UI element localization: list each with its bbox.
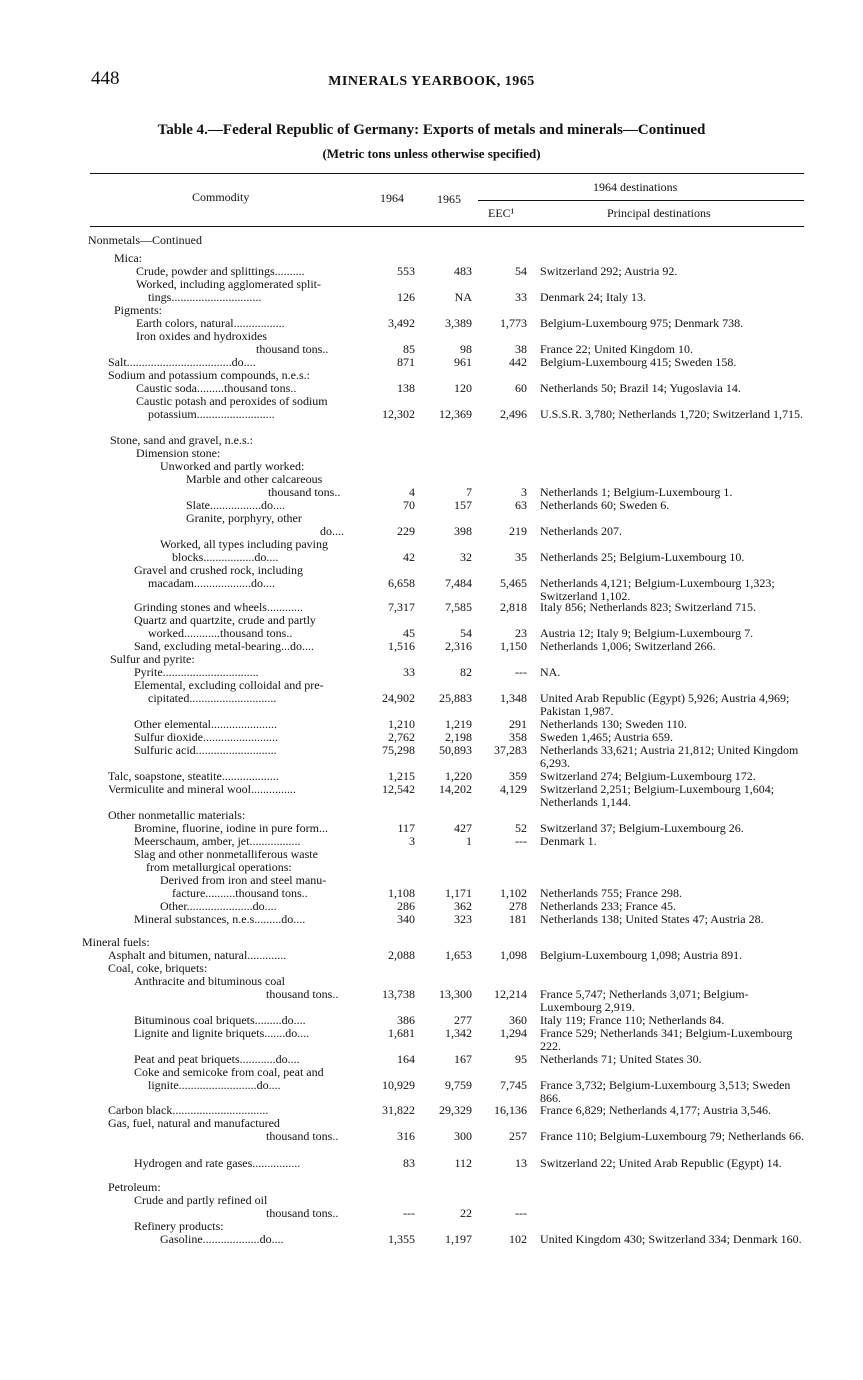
row-1964-value: 138 xyxy=(397,381,415,395)
row-eec-value: 16,136 xyxy=(494,1103,527,1117)
row-1964-value: 31,822 xyxy=(382,1103,415,1117)
row-eec-value: 358 xyxy=(509,730,527,744)
row-principal-destinations: Netherlands 71; United States 30. xyxy=(540,1052,702,1066)
row-1965-value: 7,585 xyxy=(445,600,472,614)
row-1964-value: 386 xyxy=(397,1013,415,1027)
row-1964-value: 10,929 xyxy=(382,1078,415,1092)
row-commodity: Worked, including agglomerated split- xyxy=(136,278,321,291)
row-commodity: Salt...................................do.... xyxy=(108,356,256,369)
row-1964-value: 13,738 xyxy=(382,987,415,1001)
row-1964-value: 126 xyxy=(397,290,415,304)
row-1965-value: 300 xyxy=(454,1129,472,1143)
row-commodity: thousand tons.. xyxy=(268,486,341,499)
row-eec-value: 5,465 xyxy=(500,576,527,590)
row-1964-value: 286 xyxy=(397,899,415,913)
row-commodity: worked............thousand tons.. xyxy=(148,627,293,640)
row-1965-value: 961 xyxy=(454,355,472,369)
row-1965-value: NA xyxy=(454,290,472,304)
row-commodity: Hydrogen and rate gases................ xyxy=(134,1157,301,1170)
row-principal-destinations: Switzerland 274; Belgium-Luxembourg 172. xyxy=(540,769,756,783)
row-eec-value: 1,150 xyxy=(500,639,527,653)
row-1964-value: 2,088 xyxy=(388,948,415,962)
row-eec-value: 3 xyxy=(521,485,527,499)
row-commodity: potassium.......................... xyxy=(148,408,275,421)
row-1964-value: 229 xyxy=(397,524,415,538)
row-principal-destinations: Netherlands 50; Brazil 14; Yugoslavia 14. xyxy=(540,381,741,395)
col-1965: 1965 xyxy=(437,192,461,206)
header-bottom-rule xyxy=(90,226,804,227)
row-eec-value: 181 xyxy=(509,912,527,926)
row-commodity: blocks.................do.... xyxy=(172,551,279,564)
row-1964-value: 33 xyxy=(403,665,415,679)
row-1964-value: 1,681 xyxy=(388,1026,415,1040)
row-principal-destinations: U.S.S.R. 3,780; Netherlands 1,720; Switzerland 1,715. xyxy=(540,407,803,421)
row-1965-value: 25,883 xyxy=(439,691,472,705)
row-principal-destinations: United Arab Republic (Egypt) 5,926; Austria 4,969; Pakistan 1,987. xyxy=(540,691,790,718)
row-commodity: Nonmetals—Continued xyxy=(88,234,202,247)
row-principal-destinations: Switzerland 37; Belgium-Luxembourg 26. xyxy=(540,821,744,835)
row-1964-value: 316 xyxy=(397,1129,415,1143)
row-eec-value: 102 xyxy=(509,1232,527,1246)
row-commodity: Sand, excluding metal-bearing...do.... xyxy=(134,640,314,653)
row-eec-value: 63 xyxy=(515,498,527,512)
row-1965-value: 398 xyxy=(454,524,472,538)
row-1965-value: 1,653 xyxy=(445,948,472,962)
row-commodity: Carbon black................................ xyxy=(108,1104,269,1117)
row-commodity: Vermiculite and mineral wool............... xyxy=(108,783,296,796)
row-1965-value: 7 xyxy=(466,485,472,499)
row-eec-value: 13 xyxy=(515,1156,527,1170)
row-1964-value: 117 xyxy=(397,821,415,835)
row-commodity: from metallurgical operations: xyxy=(146,861,292,874)
row-eec-value: 2,818 xyxy=(500,600,527,614)
row-commodity: Worked, all types including paving xyxy=(160,538,328,551)
row-eec-value: 219 xyxy=(509,524,527,538)
row-1964-value: 42 xyxy=(403,550,415,564)
row-eec-value: 35 xyxy=(515,550,527,564)
row-commodity: Mica: xyxy=(114,252,142,265)
row-commodity: Derived from iron and steel manu- xyxy=(160,874,327,887)
header-top-rule xyxy=(90,173,804,174)
row-1965-value: 277 xyxy=(454,1013,472,1027)
row-principal-destinations: Belgium-Luxembourg 415; Sweden 158. xyxy=(540,355,737,369)
row-1965-value: 98 xyxy=(460,342,472,356)
row-1964-value: 553 xyxy=(397,264,415,278)
row-eec-value: 360 xyxy=(509,1013,527,1027)
row-commodity: do.... xyxy=(320,525,344,538)
row-principal-destinations: France 110; Belgium-Luxembourg 79; Netherlands 66. xyxy=(540,1129,804,1143)
row-1964-value: 4 xyxy=(409,485,415,499)
row-1964-value: 3 xyxy=(409,834,415,848)
row-1965-value: 9,759 xyxy=(445,1078,472,1092)
row-1964-value: 164 xyxy=(397,1052,415,1066)
row-1965-value: 1,220 xyxy=(445,769,472,783)
row-commodity: Other nonmetallic materials: xyxy=(108,809,246,822)
row-principal-destinations: Netherlands 233; France 45. xyxy=(540,899,676,913)
row-commodity: Meerschaum, amber, jet................. xyxy=(134,835,301,848)
row-commodity: Granite, porphyry, other xyxy=(186,512,302,525)
row-principal-destinations: Netherlands 25; Belgium-Luxembourg 10. xyxy=(540,550,745,564)
row-commodity: Bromine, fluorine, iodine in pure form... xyxy=(134,822,328,835)
row-eec-value: 1,348 xyxy=(500,691,527,705)
row-eec-value: --- xyxy=(515,1206,527,1220)
row-commodity: Lignite and lignite briquets.......do.... xyxy=(134,1027,310,1040)
row-principal-destinations: Switzerland 22; United Arab Republic (Egypt) 14. xyxy=(540,1156,782,1170)
row-1965-value: 1,171 xyxy=(445,886,472,900)
row-1965-value: 3,389 xyxy=(445,316,472,330)
row-1964-value: 83 xyxy=(403,1156,415,1170)
row-1965-value: 120 xyxy=(454,381,472,395)
row-1965-value: 1,219 xyxy=(445,717,472,731)
row-principal-destinations: Netherlands 4,121; Belgium-Luxembourg 1,323; Switzerland 1,102. xyxy=(540,576,775,603)
row-1964-value: 2,762 xyxy=(388,730,415,744)
row-1964-value: 1,516 xyxy=(388,639,415,653)
row-1964-value: 1,210 xyxy=(388,717,415,731)
row-eec-value: 359 xyxy=(509,769,527,783)
row-1965-value: 14,202 xyxy=(439,782,472,796)
row-eec-value: 4,129 xyxy=(500,782,527,796)
col-eec: EEC¹ xyxy=(488,206,515,220)
row-1964-value: 45 xyxy=(403,626,415,640)
row-1965-value: 32 xyxy=(460,550,472,564)
row-1965-value: 323 xyxy=(454,912,472,926)
row-commodity: Peat and peat briquets............do.... xyxy=(134,1053,300,1066)
row-commodity: Grinding stones and wheels............ xyxy=(134,601,303,614)
row-principal-destinations: France 22; United Kingdom 10. xyxy=(540,342,693,356)
row-1965-value: 29,329 xyxy=(439,1103,472,1117)
row-commodity: tings.............................. xyxy=(148,291,262,304)
row-1964-value: 340 xyxy=(397,912,415,926)
col-principal: Principal destinations xyxy=(607,206,711,220)
row-eec-value: 52 xyxy=(515,821,527,835)
row-1965-value: 157 xyxy=(454,498,472,512)
row-eec-value: 95 xyxy=(515,1052,527,1066)
row-commodity: Caustic soda.........thousand tons.. xyxy=(136,382,297,395)
row-1965-value: 1 xyxy=(466,834,472,848)
row-commodity: Pigments: xyxy=(114,304,163,317)
row-eec-value: 12,214 xyxy=(494,987,527,1001)
row-eec-value: 278 xyxy=(509,899,527,913)
table-subtitle: (Metric tons unless otherwise specified) xyxy=(322,146,541,161)
running-title: MINERALS YEARBOOK, 1965 xyxy=(328,74,535,89)
row-commodity: Sulfur dioxide......................... xyxy=(134,731,278,744)
row-1964-value: 70 xyxy=(403,498,415,512)
row-principal-destinations: Sweden 1,465; Austria 659. xyxy=(540,730,673,744)
row-principal-destinations: France 6,829; Netherlands 4,177; Austria 3,546. xyxy=(540,1103,771,1117)
row-principal-destinations: Belgium-Luxembourg 1,098; Austria 891. xyxy=(540,948,743,962)
table-title: Table 4.—Federal Republic of Germany: Exports of metals and minerals—Continued xyxy=(157,122,706,138)
row-1964-value: 85 xyxy=(403,342,415,356)
page-number: 448 xyxy=(91,68,120,89)
row-principal-destinations: Belgium-Luxembourg 975; Denmark 738. xyxy=(540,316,744,330)
row-eec-value: 38 xyxy=(515,342,527,356)
row-eec-value: 1,294 xyxy=(500,1026,527,1040)
row-principal-destinations: Netherlands 207. xyxy=(540,524,622,538)
row-commodity: Stone, sand and gravel, n.e.s.: xyxy=(110,434,253,447)
row-eec-value: 54 xyxy=(515,264,527,278)
row-eec-value: 1,098 xyxy=(500,948,527,962)
row-commodity: facture..........thousand tons.. xyxy=(172,887,308,900)
row-1965-value: 427 xyxy=(454,821,472,835)
row-eec-value: 23 xyxy=(515,626,527,640)
row-commodity: cipitated............................. xyxy=(148,692,277,705)
row-principal-destinations: Italy 119; France 110; Netherlands 84. xyxy=(540,1013,725,1027)
row-principal-destinations: Austria 12; Italy 9; Belgium-Luxembourg 7. xyxy=(540,626,754,640)
row-commodity: Asphalt and bitumen, natural............. xyxy=(108,949,287,962)
row-principal-destinations: Netherlands 60; Sweden 6. xyxy=(540,498,670,512)
row-1965-value: 362 xyxy=(454,899,472,913)
row-1965-value: 12,369 xyxy=(439,407,472,421)
row-1965-value: 112 xyxy=(454,1156,472,1170)
row-commodity: Slag and other nonmetalliferous waste xyxy=(134,848,318,861)
row-commodity: Crude and partly refined oil xyxy=(134,1194,268,1207)
row-commodity: Gas, fuel, natural and manufactured xyxy=(108,1117,280,1130)
row-commodity: Caustic potash and peroxides of sodium xyxy=(136,395,328,408)
row-eec-value: 2,496 xyxy=(500,407,527,421)
row-commodity: Earth colors, natural................. xyxy=(136,317,285,330)
row-1965-value: 50,893 xyxy=(439,743,472,757)
row-1965-value: 22 xyxy=(460,1206,472,1220)
row-principal-destinations: Netherlands 1; Belgium-Luxembourg 1. xyxy=(540,485,733,499)
row-commodity: Bituminous coal briquets.........do.... xyxy=(134,1014,306,1027)
row-commodity: thousand tons.. xyxy=(266,988,339,1001)
row-1965-value: 54 xyxy=(460,626,472,640)
row-commodity: Other......................do.... xyxy=(160,900,277,913)
row-1965-value: 2,316 xyxy=(445,639,472,653)
row-commodity: Talc, soapstone, steatite................... xyxy=(108,770,279,783)
row-1965-value: 2,198 xyxy=(445,730,472,744)
col-commodity: Commodity xyxy=(192,190,250,204)
row-commodity: Mineral substances, n.e.s.........do.... xyxy=(134,913,306,926)
row-1965-value: 7,484 xyxy=(445,576,472,590)
row-1964-value: 12,542 xyxy=(382,782,415,796)
row-commodity: Sulfur and pyrite: xyxy=(110,653,195,666)
row-1965-value: 13,300 xyxy=(439,987,472,1001)
row-1965-value: 1,197 xyxy=(445,1232,472,1246)
row-principal-destinations: Denmark 1. xyxy=(540,834,597,848)
row-eec-value: --- xyxy=(515,665,527,679)
row-commodity: Other elemental...................... xyxy=(134,718,277,731)
row-1964-value: 871 xyxy=(397,355,415,369)
row-commodity: Pyrite................................ xyxy=(134,666,259,679)
row-commodity: Coal, coke, briquets: xyxy=(108,962,208,975)
row-principal-destinations: Switzerland 2,251; Belgium-Luxembourg 1,604; Netherlands 1,144. xyxy=(540,782,775,809)
row-principal-destinations: Netherlands 130; Sweden 110. xyxy=(540,717,687,731)
row-1965-value: 1,342 xyxy=(445,1026,472,1040)
row-commodity: Sulfuric acid........................... xyxy=(134,744,277,757)
row-1964-value: 3,492 xyxy=(388,316,415,330)
row-1964-value: 24,902 xyxy=(382,691,415,705)
col-1964: 1964 xyxy=(380,191,404,205)
row-commodity: thousand tons.. xyxy=(256,343,329,356)
row-1965-value: 483 xyxy=(454,264,472,278)
row-1964-value: 75,298 xyxy=(382,743,415,757)
row-commodity: Refinery products: xyxy=(134,1220,224,1233)
row-commodity: Quartz and quartzite, crude and partly xyxy=(134,614,316,627)
row-principal-destinations: Denmark 24; Italy 13. xyxy=(540,290,646,304)
col-destinations-group: 1964 destinations xyxy=(593,180,678,194)
row-eec-value: 37,283 xyxy=(494,743,527,757)
row-commodity: Unworked and partly worked: xyxy=(160,460,305,473)
row-commodity: Iron oxides and hydroxides xyxy=(136,330,267,343)
row-commodity: Marble and other calcareous xyxy=(186,473,323,486)
row-commodity: Coke and semicoke from coal, peat and xyxy=(134,1066,324,1079)
row-commodity: Mineral fuels: xyxy=(82,936,150,949)
row-principal-destinations: NA. xyxy=(540,665,561,679)
row-eec-value: 1,102 xyxy=(500,886,527,900)
row-principal-destinations: Netherlands 33,621; Austria 21,812; United Kingdom 6,293. xyxy=(540,743,799,770)
row-commodity: Gravel and crushed rock, including xyxy=(134,564,303,577)
row-eec-value: 442 xyxy=(509,355,527,369)
row-commodity: Elemental, excluding colloidal and pre- xyxy=(134,679,324,692)
row-1964-value: 1,108 xyxy=(388,886,415,900)
row-1965-value: 167 xyxy=(454,1052,472,1066)
row-1964-value: 6,658 xyxy=(388,576,415,590)
row-commodity: macadam...................do.... xyxy=(148,577,275,590)
row-commodity: thousand tons.. xyxy=(266,1130,339,1143)
row-commodity: Gasoline...................do.... xyxy=(160,1233,284,1246)
row-1964-value: 1,215 xyxy=(388,769,415,783)
row-eec-value: 257 xyxy=(509,1129,527,1143)
row-commodity: Sodium and potassium compounds, n.e.s.: xyxy=(108,369,310,382)
row-commodity: thousand tons.. xyxy=(266,1207,339,1220)
row-principal-destinations: Netherlands 755; France 298. xyxy=(540,886,682,900)
row-commodity: Crude, powder and splittings.......... xyxy=(136,265,305,278)
row-eec-value: 7,745 xyxy=(500,1078,527,1092)
row-eec-value: --- xyxy=(515,834,527,848)
row-1964-value: 1,355 xyxy=(388,1232,415,1246)
row-1964-value: --- xyxy=(403,1206,415,1220)
row-principal-destinations: France 5,747; Netherlands 3,071; Belgium-Luxembourg 2,919. xyxy=(540,987,749,1014)
row-principal-destinations: Switzerland 292; Austria 92. xyxy=(540,264,678,278)
row-eec-value: 60 xyxy=(515,381,527,395)
row-1965-value: 82 xyxy=(460,665,472,679)
row-commodity: Slate.................do.... xyxy=(186,499,285,512)
row-1964-value: 7,317 xyxy=(388,600,415,614)
row-1964-value: 12,302 xyxy=(382,407,415,421)
row-eec-value: 291 xyxy=(509,717,527,731)
row-commodity: Anthracite and bituminous coal xyxy=(134,975,285,988)
row-commodity: Petroleum: xyxy=(108,1181,161,1194)
row-principal-destinations: Netherlands 1,006; Switzerland 266. xyxy=(540,639,716,653)
row-commodity: Dimension stone: xyxy=(136,447,221,460)
row-principal-destinations: United Kingdom 430; Switzerland 334; Denmark 160. xyxy=(540,1232,802,1246)
row-commodity: lignite..........................do.... xyxy=(148,1079,281,1092)
row-principal-destinations: France 529; Netherlands 341; Belgium-Luxembourg 222. xyxy=(540,1026,793,1053)
row-eec-value: 33 xyxy=(515,290,527,304)
row-principal-destinations: Italy 856; Netherlands 823; Switzerland 715. xyxy=(540,600,756,614)
row-principal-destinations: Netherlands 138; United States 47; Austria 28. xyxy=(540,912,764,926)
destinations-rule xyxy=(478,200,804,201)
row-eec-value: 1,773 xyxy=(500,316,527,330)
row-principal-destinations: France 3,732; Belgium-Luxembourg 3,513; Sweden 866. xyxy=(540,1078,791,1105)
